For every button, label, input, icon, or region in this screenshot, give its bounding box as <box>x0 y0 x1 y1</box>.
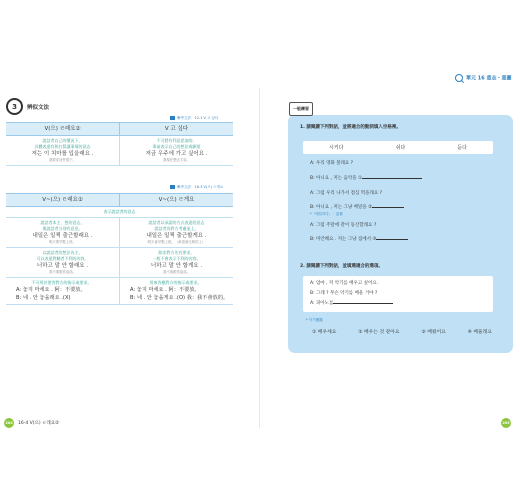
left-page-footer <box>4 418 59 428</box>
right-page-footer <box>501 418 511 428</box>
table-header-cell: V~(으) ㄹ래요② <box>42 197 83 203</box>
word-bank <box>303 141 493 154</box>
answer-option[interactable]: ① 배우세요 <box>312 330 337 335</box>
table-row: 說話者自己的慣況下， 具體表達有和打算讓事情的意志 저는 이 치마를 입을래요 . 我要穿這件裙子。 不可將有利意思加的， 事前表示自己的想法或願望 저금 우주에 가고 싶어요 . 我現在想去宇宙。 <box>6 136 233 166</box>
table-header <box>6 123 233 136</box>
table-row: 以說話者的想法為主， 可以表達對聽者不利的內容。 너하고 말 안 할래요 . 我不要跟你說話。 除非對方先有要求， 一般不會表示不利的內容。 너하고 말 안 할게요 . 我不會跟你說話。 <box>6 248 233 278</box>
answer-option[interactable]: ③ 배웠어요 <box>421 330 446 335</box>
question-1: 1. 請閱讀下列對話，並將適合的動詞填入空格裡。 <box>300 125 401 130</box>
comparison-table-1 <box>6 122 233 166</box>
page-crease <box>259 88 260 428</box>
section-number-badge: 3 <box>6 98 23 115</box>
chapter-header-text: 單元 16 意志・意圖 <box>466 75 512 82</box>
dialog-line: B: 아니요 , 저는 음악을 ① <box>310 175 422 181</box>
table-header-cell: V~(으) ㄹ게요 <box>119 194 233 206</box>
answer-blank[interactable] <box>362 178 422 179</box>
page-number-badge: 204 <box>4 418 14 428</box>
dialog-line: B: 그래 ? 무슨 악기를 배울 거야 ? <box>310 291 378 296</box>
reference-note-1: 參考文法：12-1 V 고 싶다 <box>170 116 218 121</box>
answer-option[interactable]: ④ 배울래요 <box>467 330 492 335</box>
dialog-line: A: 그럼 우리 나가서 점심 먹을래요 ? <box>310 191 382 196</box>
exercise-tag: 一般練習 <box>289 102 313 116</box>
reference-note-2: 參考文法：16-3 V(으) ㄹ게요 <box>170 185 223 190</box>
magnifier-icon <box>455 74 463 82</box>
comparison-table-2 <box>6 193 233 305</box>
answer-blank[interactable] <box>372 207 404 208</box>
table-row: 說話者本主，想的意志， 與說話者分別有意見。 내일은 일찍 출근할래요 . 明天要早點上班。 說話者以承諾的方式表達的意志 說話者為對方考慮並上。 내일은 일찍 출근할게요 . 明天會早點上班。（承諾會比較的上） <box>6 218 233 248</box>
answer-option[interactable]: ② 배우는 것 같아요 <box>358 330 400 335</box>
question-2: 2. 請閱讀下列對話，並填選適合的選項。 <box>300 264 383 269</box>
answer-options <box>312 328 492 335</box>
section-title-label: 辨似文法 <box>27 104 50 111</box>
vocab-tip: *「배달하다」：送餐 <box>310 212 343 216</box>
footer-text: 16-4 V(으) ㄹ래요② <box>18 421 60 426</box>
dialog-line: A: 피아노를 <box>310 300 393 306</box>
shared-meaning-row: 表示說話者的意志 <box>6 207 233 218</box>
dialog-line: A: 그럼 주말에 같이 등산할래요 ? <box>310 223 377 228</box>
table-header-cell: V 고 싶다 <box>119 123 233 135</box>
dialog-line: B: 미안해요 . 저는 그냥 집에서 ③ <box>310 236 408 242</box>
dialog-line: A: 엄마 , 저 악기를 배우고 싶어요 . <box>310 281 380 286</box>
word-option: 쉬다 <box>395 145 406 151</box>
answer-blank[interactable] <box>333 303 393 304</box>
answer-blank[interactable] <box>376 239 408 240</box>
word-option: 듣다 <box>457 145 467 151</box>
section-title <box>6 98 49 115</box>
vocab-tip: * 악기樂器 <box>306 318 323 322</box>
chapter-header <box>455 74 511 82</box>
word-option: 시키다 <box>329 145 344 151</box>
table-header <box>6 194 233 207</box>
page-number-badge: 205 <box>501 418 511 428</box>
table-header-cell: V(으) ㄹ래요② <box>44 126 81 132</box>
book-icon <box>170 116 175 120</box>
dialog-line: B: 아니요 , 저는 그냥 배달을 ② <box>310 204 404 210</box>
dialog-line: A: 우리 영화 볼래요 ? <box>310 161 354 166</box>
book-icon <box>170 185 175 189</box>
table-row: 不可用於要答對方的指示或要求。 A: 놓지 마세요 . 阿：不要放。 B: 네 . 안 놓을래요 .(X) 用來答應對方的指示或要求。 A: 놓지 마세요 . 阿：不要放。 B: 네 . 안 놓을게요 .(O) 我：我不會放的。 <box>6 278 233 305</box>
